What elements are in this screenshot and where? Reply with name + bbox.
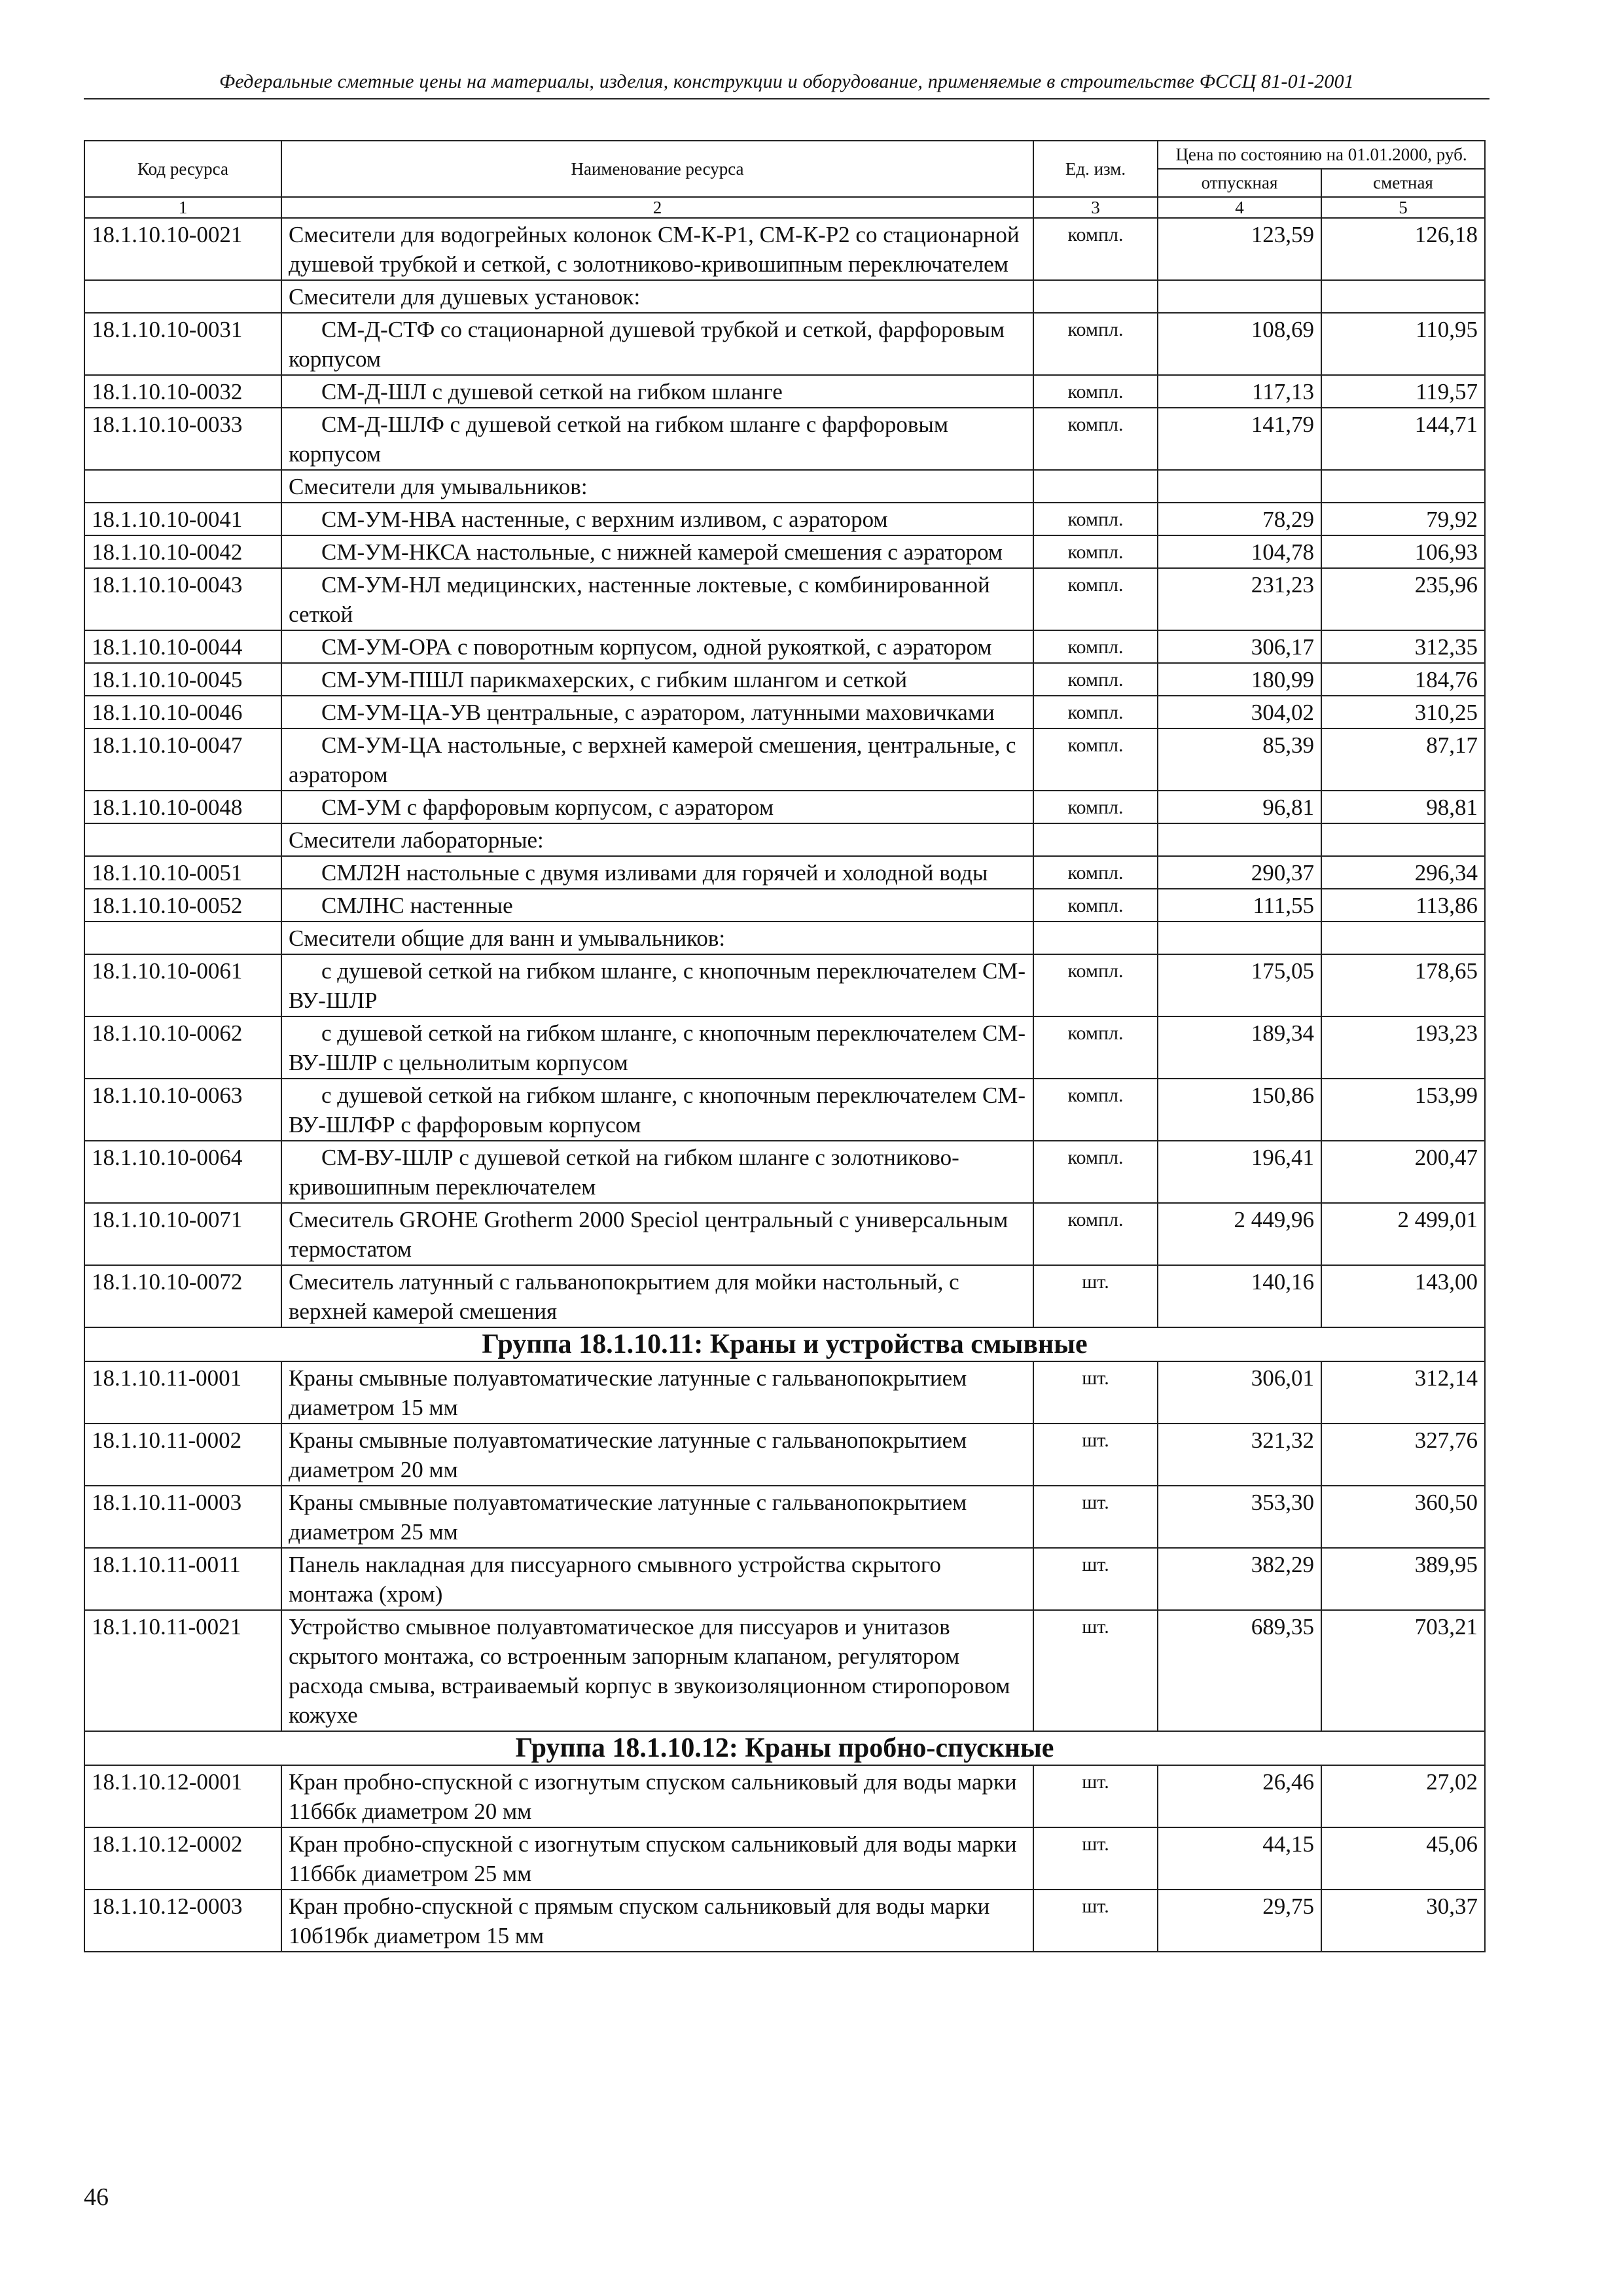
table-row: [84, 791, 1485, 823]
unit-of-measure: компл.: [1033, 630, 1158, 663]
empty-price-cell: [1158, 280, 1321, 313]
resource-name: СМ-УМ-НКСА настольные, с нижней камерой смешения с аэратором: [281, 535, 1033, 568]
resource-code: 18.1.10.10-0048: [84, 791, 281, 823]
resource-code: 18.1.10.12-0003: [84, 1890, 281, 1952]
subheading-text: Смесители для умывальников:: [281, 470, 1033, 503]
price-estimate: 296,34: [1321, 856, 1485, 889]
price-estimate: 143,00: [1321, 1265, 1485, 1327]
resource-code: 18.1.10.10-0033: [84, 408, 281, 470]
resource-name: Краны смывные полуавтоматические латунные с гальванопокрытием диаметром 20 мм: [281, 1424, 1033, 1486]
resource-name: СМ-УМ-НЛ медицинских, настенные локтевые, с комбинированной сеткой: [281, 568, 1033, 630]
price-estimate: 98,81: [1321, 791, 1485, 823]
subheading-row: [84, 470, 1485, 503]
price-release: 26,46: [1158, 1765, 1321, 1827]
unit-of-measure: шт.: [1033, 1361, 1158, 1424]
resource-name: СМ-УМ-ЦА настольные, с верхней камерой смешения, центральные, с аэратором: [281, 728, 1033, 791]
empty-code-cell: [84, 922, 281, 954]
empty-price-cell: [1158, 922, 1321, 954]
resource-name: СМ-УМ-ПШЛ парикмахерских, с гибким шлангом и сеткой: [281, 663, 1033, 696]
empty-price-cell: [1321, 922, 1485, 954]
price-release: 150,86: [1158, 1079, 1321, 1141]
table-row: [84, 954, 1485, 1016]
resource-code: 18.1.10.10-0061: [84, 954, 281, 1016]
table-row: [84, 218, 1485, 280]
table-row: [84, 1765, 1485, 1827]
price-estimate: 310,25: [1321, 696, 1485, 728]
price-estimate: 153,99: [1321, 1079, 1485, 1141]
subheading-row: [84, 823, 1485, 856]
price-release: 689,35: [1158, 1610, 1321, 1731]
column-numbers-row: [84, 197, 1485, 218]
resource-code: 18.1.10.12-0001: [84, 1765, 281, 1827]
unit-of-measure: компл.: [1033, 535, 1158, 568]
unit-of-measure: шт.: [1033, 1765, 1158, 1827]
empty-price-cell: [1321, 470, 1485, 503]
empty-unit-cell: [1033, 470, 1158, 503]
resource-name: СМ-УМ-ЦА-УВ центральные, с аэратором, латунными маховичками: [281, 696, 1033, 728]
header-price-release: отпускная: [1158, 169, 1321, 197]
price-release: 231,23: [1158, 568, 1321, 630]
price-estimate: 389,95: [1321, 1548, 1485, 1610]
price-release: 353,30: [1158, 1486, 1321, 1548]
header-price: Цена по состоянию на 01.01.2000, руб.: [1158, 141, 1485, 169]
price-estimate: 2 499,01: [1321, 1203, 1485, 1265]
price-release: 196,41: [1158, 1141, 1321, 1203]
header-name: Наименование ресурса: [281, 141, 1033, 197]
empty-price-cell: [1321, 280, 1485, 313]
price-estimate: 30,37: [1321, 1890, 1485, 1952]
resource-code: 18.1.10.10-0045: [84, 663, 281, 696]
subheading-row: [84, 922, 1485, 954]
price-release: 123,59: [1158, 218, 1321, 280]
price-release: 117,13: [1158, 375, 1321, 408]
price-release: 321,32: [1158, 1424, 1321, 1486]
price-table: [84, 140, 1486, 1952]
resource-code: 18.1.10.10-0062: [84, 1016, 281, 1079]
price-release: 104,78: [1158, 535, 1321, 568]
table-row: [84, 1424, 1485, 1486]
price-estimate: 200,47: [1321, 1141, 1485, 1203]
price-release: 29,75: [1158, 1890, 1321, 1952]
empty-unit-cell: [1033, 922, 1158, 954]
column-number: 5: [1321, 197, 1485, 218]
header-price-estimate: сметная: [1321, 169, 1485, 197]
resource-code: 18.1.10.10-0041: [84, 503, 281, 535]
price-release: 382,29: [1158, 1548, 1321, 1610]
resource-name: Смеситель GROHE Grotherm 2000 Speciol центральный с универсальным термостатом: [281, 1203, 1033, 1265]
table-row: [84, 1079, 1485, 1141]
resource-name: с душевой сеткой на гибком шланге, с кнопочным переключателем СМ-ВУ-ШЛФР с фарфоровым корпусом: [281, 1079, 1033, 1141]
unit-of-measure: компл.: [1033, 728, 1158, 791]
unit-of-measure: компл.: [1033, 663, 1158, 696]
resource-name: СМЛНС настенные: [281, 889, 1033, 922]
price-release: 44,15: [1158, 1827, 1321, 1890]
unit-of-measure: шт.: [1033, 1827, 1158, 1890]
table-row: [84, 856, 1485, 889]
resource-code: 18.1.10.10-0052: [84, 889, 281, 922]
unit-of-measure: компл.: [1033, 954, 1158, 1016]
subheading-text: Смесители общие для ванн и умывальников:: [281, 922, 1033, 954]
resource-name: с душевой сеткой на гибком шланге, с кнопочным переключателем СМ-ВУ-ШЛР: [281, 954, 1033, 1016]
table-header: [84, 141, 1485, 218]
resource-code: 18.1.10.12-0002: [84, 1827, 281, 1890]
column-number: 1: [84, 197, 281, 218]
table-row: [84, 375, 1485, 408]
resource-name: Устройство смывное полуавтоматическое для писсуаров и унитазов скрытого монтажа, со встроенным запорным клапаном, регулятором расхода смыва, встраиваемый корпус в звукоизоляционном стиропоровом кожухе: [281, 1610, 1033, 1731]
table-row: [84, 1016, 1485, 1079]
price-estimate: 178,65: [1321, 954, 1485, 1016]
table-row: [84, 1610, 1485, 1731]
price-release: 111,55: [1158, 889, 1321, 922]
table-row: [84, 1203, 1485, 1265]
resource-name: Кран пробно-спускной с изогнутым спуском сальниковый для воды марки 11б6бк диаметром 20 мм: [281, 1765, 1033, 1827]
resource-name: СМ-УМ с фарфоровым корпусом, с аэратором: [281, 791, 1033, 823]
price-release: 180,99: [1158, 663, 1321, 696]
resource-code: 18.1.10.10-0063: [84, 1079, 281, 1141]
resource-name: Смесители для водогрейных колонок СМ-К-Р1, СМ-К-Р2 со стационарной душевой трубкой и сеткой, с золотниково-кривошипным переключателем: [281, 218, 1033, 280]
resource-name: СМ-Д-ШЛ с душевой сеткой на гибком шланге: [281, 375, 1033, 408]
price-estimate: 79,92: [1321, 503, 1485, 535]
unit-of-measure: компл.: [1033, 1141, 1158, 1203]
resource-code: 18.1.10.11-0002: [84, 1424, 281, 1486]
resource-name: СМ-Д-СТФ со стационарной душевой трубкой и сеткой, фарфоровым корпусом: [281, 313, 1033, 375]
resource-name: СМ-УМ-ОРА с поворотным корпусом, одной рукояткой, с аэратором: [281, 630, 1033, 663]
unit-of-measure: шт.: [1033, 1486, 1158, 1548]
group-heading-row: [84, 1327, 1485, 1361]
page-number: 46: [84, 2183, 109, 2211]
price-estimate: 113,86: [1321, 889, 1485, 922]
unit-of-measure: компл.: [1033, 375, 1158, 408]
subheading-row: [84, 280, 1485, 313]
table-row: [84, 1486, 1485, 1548]
resource-name: Смеситель латунный с гальванопокрытием для мойки настольный, с верхней камерой смешения: [281, 1265, 1033, 1327]
resource-code: 18.1.10.10-0051: [84, 856, 281, 889]
table-row: [84, 503, 1485, 535]
price-estimate: 193,23: [1321, 1016, 1485, 1079]
price-release: 306,17: [1158, 630, 1321, 663]
group-heading: Группа 18.1.10.11: Краны и устройства смывные: [84, 1327, 1485, 1361]
table-row: [84, 408, 1485, 470]
table-row: [84, 313, 1485, 375]
price-release: 96,81: [1158, 791, 1321, 823]
price-estimate: 106,93: [1321, 535, 1485, 568]
price-estimate: 45,06: [1321, 1827, 1485, 1890]
price-estimate: 312,14: [1321, 1361, 1485, 1424]
unit-of-measure: компл.: [1033, 791, 1158, 823]
empty-price-cell: [1158, 470, 1321, 503]
unit-of-measure: компл.: [1033, 696, 1158, 728]
resource-name: Кран пробно-спускной с прямым спуском сальниковый для воды марки 10б19бк диаметром 15 мм: [281, 1890, 1033, 1952]
price-estimate: 110,95: [1321, 313, 1485, 375]
price-estimate: 27,02: [1321, 1765, 1485, 1827]
price-release: 85,39: [1158, 728, 1321, 791]
unit-of-measure: шт.: [1033, 1265, 1158, 1327]
empty-unit-cell: [1033, 280, 1158, 313]
unit-of-measure: шт.: [1033, 1610, 1158, 1731]
empty-code-cell: [84, 823, 281, 856]
header-unit: Ед. изм.: [1033, 141, 1158, 197]
unit-of-measure: компл.: [1033, 1016, 1158, 1079]
unit-of-measure: шт.: [1033, 1548, 1158, 1610]
unit-of-measure: шт.: [1033, 1890, 1158, 1952]
group-heading: Группа 18.1.10.12: Краны пробно-спускные: [84, 1731, 1485, 1765]
header-code: Код ресурса: [84, 141, 281, 197]
price-estimate: 144,71: [1321, 408, 1485, 470]
empty-price-cell: [1158, 823, 1321, 856]
table-row: [84, 728, 1485, 791]
price-release: 141,79: [1158, 408, 1321, 470]
resource-code: 18.1.10.11-0001: [84, 1361, 281, 1424]
resource-code: 18.1.10.10-0044: [84, 630, 281, 663]
empty-code-cell: [84, 470, 281, 503]
resource-code: 18.1.10.10-0021: [84, 218, 281, 280]
empty-code-cell: [84, 280, 281, 313]
group-heading-row: [84, 1731, 1485, 1765]
unit-of-measure: компл.: [1033, 408, 1158, 470]
unit-of-measure: компл.: [1033, 218, 1158, 280]
price-estimate: 312,35: [1321, 630, 1485, 663]
table-row: [84, 889, 1485, 922]
unit-of-measure: компл.: [1033, 1203, 1158, 1265]
price-release: 2 449,96: [1158, 1203, 1321, 1265]
resource-code: 18.1.10.10-0032: [84, 375, 281, 408]
empty-unit-cell: [1033, 823, 1158, 856]
column-number: 2: [281, 197, 1033, 218]
resource-name: СМ-УМ-НВА настенные, с верхним изливом, с аэратором: [281, 503, 1033, 535]
table-body: [84, 218, 1485, 1952]
price-release: 306,01: [1158, 1361, 1321, 1424]
table-row: [84, 1827, 1485, 1890]
price-release: 189,34: [1158, 1016, 1321, 1079]
price-estimate: 360,50: [1321, 1486, 1485, 1548]
unit-of-measure: компл.: [1033, 503, 1158, 535]
table-row: [84, 1548, 1485, 1610]
price-estimate: 87,17: [1321, 728, 1485, 791]
price-release: 304,02: [1158, 696, 1321, 728]
resource-name: СМ-Д-ШЛФ с душевой сеткой на гибком шланге с фарфоровым корпусом: [281, 408, 1033, 470]
column-number: 4: [1158, 197, 1321, 218]
resource-code: 18.1.10.10-0064: [84, 1141, 281, 1203]
resource-code: 18.1.10.10-0047: [84, 728, 281, 791]
unit-of-measure: компл.: [1033, 1079, 1158, 1141]
table-row: [84, 1890, 1485, 1952]
price-estimate: 327,76: [1321, 1424, 1485, 1486]
price-estimate: 703,21: [1321, 1610, 1485, 1731]
resource-name: с душевой сеткой на гибком шланге, с кнопочным переключателем СМ-ВУ-ШЛР с цельнолитым корпусом: [281, 1016, 1033, 1079]
resource-name: Краны смывные полуавтоматические латунные с гальванопокрытием диаметром 25 мм: [281, 1486, 1033, 1548]
table-row: [84, 630, 1485, 663]
resource-code: 18.1.10.11-0021: [84, 1610, 281, 1731]
table-row: [84, 1361, 1485, 1424]
resource-name: Краны смывные полуавтоматические латунные с гальванопокрытием диаметром 15 мм: [281, 1361, 1033, 1424]
price-estimate: 119,57: [1321, 375, 1485, 408]
running-header: Федеральные сметные цены на материалы, изделия, конструкции и оборудование, применяемые в строительстве ФССЦ 81-01-2001: [84, 71, 1489, 99]
resource-name: СМ-ВУ-ШЛР с душевой сеткой на гибком шланге с золотниково-кривошипным переключателем: [281, 1141, 1033, 1203]
resource-code: 18.1.10.10-0046: [84, 696, 281, 728]
unit-of-measure: компл.: [1033, 313, 1158, 375]
resource-name: СМЛ2Н настольные с двумя изливами для горячей и холодной воды: [281, 856, 1033, 889]
price-estimate: 235,96: [1321, 568, 1485, 630]
unit-of-measure: компл.: [1033, 856, 1158, 889]
resource-code: 18.1.10.11-0003: [84, 1486, 281, 1548]
table-row: [84, 1141, 1485, 1203]
price-estimate: 184,76: [1321, 663, 1485, 696]
column-number: 3: [1033, 197, 1158, 218]
resource-code: 18.1.10.10-0031: [84, 313, 281, 375]
resource-code: 18.1.10.11-0011: [84, 1548, 281, 1610]
subheading-text: Смесители лабораторные:: [281, 823, 1033, 856]
resource-code: 18.1.10.10-0072: [84, 1265, 281, 1327]
empty-price-cell: [1321, 823, 1485, 856]
price-release: 108,69: [1158, 313, 1321, 375]
unit-of-measure: компл.: [1033, 889, 1158, 922]
table-row: [84, 535, 1485, 568]
price-release: 175,05: [1158, 954, 1321, 1016]
resource-code: 18.1.10.10-0071: [84, 1203, 281, 1265]
table-row: [84, 1265, 1485, 1327]
resource-code: 18.1.10.10-0042: [84, 535, 281, 568]
resource-code: 18.1.10.10-0043: [84, 568, 281, 630]
unit-of-measure: шт.: [1033, 1424, 1158, 1486]
table-row: [84, 696, 1485, 728]
unit-of-measure: компл.: [1033, 568, 1158, 630]
resource-name: Панель накладная для писсуарного смывного устройства скрытого монтажа (хром): [281, 1548, 1033, 1610]
resource-name: Кран пробно-спускной с изогнутым спуском сальниковый для воды марки 11б6бк диаметром 25 мм: [281, 1827, 1033, 1890]
price-estimate: 126,18: [1321, 218, 1485, 280]
table-row: [84, 663, 1485, 696]
table-row: [84, 568, 1485, 630]
subheading-text: Смесители для душевых установок:: [281, 280, 1033, 313]
price-release: 290,37: [1158, 856, 1321, 889]
price-release: 140,16: [1158, 1265, 1321, 1327]
price-release: 78,29: [1158, 503, 1321, 535]
